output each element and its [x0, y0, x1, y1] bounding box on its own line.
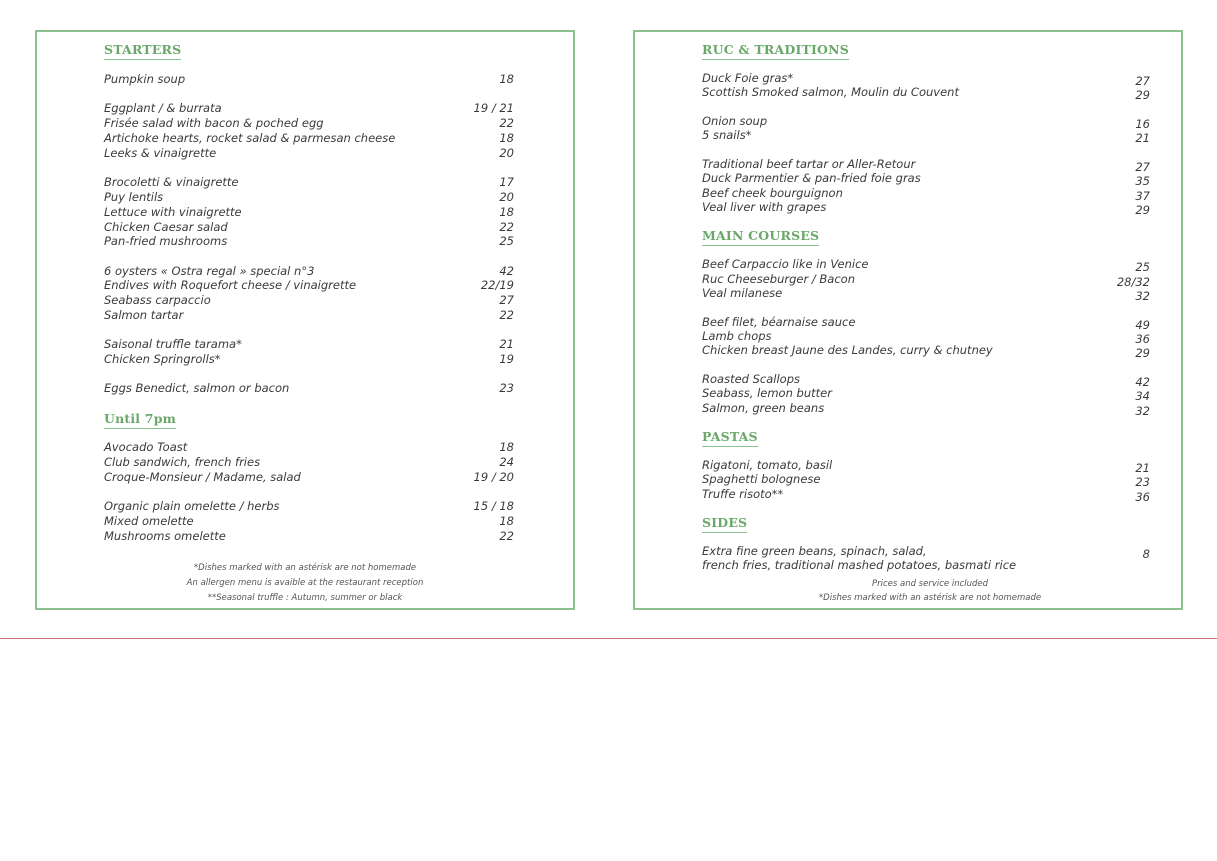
section-title-pastas: PASTAS: [702, 429, 758, 447]
menu-item: Duck Foie gras* 27: [702, 71, 1150, 88]
menu-item: Mushrooms omelette 22: [104, 529, 514, 543]
menu-item: Eggplant / & burrata 19 / 21: [104, 101, 514, 115]
menu-item: Salmon, green beans 32: [702, 401, 1150, 418]
menu-item: Pumpkin soup 18: [104, 72, 514, 86]
menu-item-continued: french fries, traditional mashed potatoes, basmati rice: [702, 558, 1017, 572]
section-title-ruc-traditions: RUC & TRADITIONS: [702, 42, 849, 60]
menu-item: Lettuce with vinaigrette 18: [104, 205, 514, 219]
menu-item: Ruc Cheeseburger / Bacon 28/32: [702, 272, 1150, 289]
menu-item: Onion soup 16: [702, 114, 1150, 131]
menu-page-right: [633, 30, 1183, 610]
menu-item: Beef Carpaccio like in Venice 25: [702, 257, 1150, 274]
menu-item: Brocoletti & vinaigrette 17: [104, 175, 514, 189]
menu-item: Beef cheek bourguignon 37: [702, 186, 1150, 203]
menu-item: Spaghetti bolognese 23: [702, 472, 1150, 489]
menu-item: Seabass carpaccio 27: [104, 293, 514, 307]
footnote-truffle: **Seasonal truffle : Autumn, summer or black: [207, 593, 403, 603]
menu-item: Truffe risoto** 36: [702, 487, 1150, 504]
menu-item: Endives with Roquefort cheese / vinaigrette 22/19: [104, 278, 514, 292]
section-title-starters: STARTERS: [104, 42, 181, 60]
menu-item: Chicken Springrolls* 19: [104, 352, 514, 366]
menu-item: 5 snails* 21: [702, 128, 1150, 145]
menu-item: Club sandwich, french fries 24: [104, 455, 514, 469]
menu-item: Chicken breast Jaune des Landes, curry & chutney 29: [702, 343, 1150, 360]
menu-item: Leeks & vinaigrette 20: [104, 146, 514, 160]
page-divider-line: [0, 638, 1217, 639]
menu-item: Duck Parmentier & pan-fried foie gras 35: [702, 171, 1150, 188]
menu-item: Seabass, lemon butter 34: [702, 386, 1150, 403]
menu-item: Lamb chops 36: [702, 329, 1150, 346]
section-title-sides: SIDES: [702, 515, 747, 533]
menu-item: Mixed omelette 18: [104, 514, 514, 528]
menu-item: Roasted Scallops 42: [702, 372, 1150, 389]
menu-item: Pan-fried mushrooms 25: [104, 234, 514, 248]
menu-item: Beef filet, béarnaise sauce 49: [702, 315, 1150, 332]
footnote-allergen: An allergen menu is avaible at the restaurant reception: [186, 578, 424, 588]
menu-page-left: [35, 30, 575, 610]
menu-item: Scottish Smoked salmon, Moulin du Couvent 29: [702, 85, 1150, 102]
menu-item: 6 oysters « Ostra regal » special n°3 42: [104, 264, 514, 278]
menu-item: Rigatoni, tomato, basil 21: [702, 458, 1150, 475]
footnote-homemade: *Dishes marked with an astérisk are not homemade: [818, 593, 1042, 603]
menu-item: Frisée salad with bacon & poched egg 22: [104, 116, 514, 130]
menu-item: Artichoke hearts, rocket salad & parmesan cheese 18: [104, 131, 514, 145]
menu-item: Veal liver with grapes 29: [702, 200, 1150, 217]
menu-item: Chicken Caesar salad 22: [104, 220, 514, 234]
menu-item: Salmon tartar 22: [104, 308, 514, 322]
menu-item: Saisonal truffle tarama* 21: [104, 337, 514, 351]
footnote-prices: Prices and service included: [871, 579, 989, 589]
menu-item: Traditional beef tartar or Aller-Retour 27: [702, 157, 1150, 174]
footnote-homemade: *Dishes marked with an astérisk are not homemade: [193, 563, 417, 573]
section-title-main-courses: MAIN COURSES: [702, 228, 819, 246]
menu-item: Avocado Toast 18: [104, 440, 514, 454]
menu-item: Veal milanese 32: [702, 286, 1150, 303]
section-title-until-7pm: Until 7pm: [104, 411, 176, 429]
menu-item: Eggs Benedict, salmon or bacon 23: [104, 381, 514, 395]
menu-item: Extra fine green beans, spinach, salad, 8: [702, 544, 1150, 561]
menu-item: Croque-Monsieur / Madame, salad 19 / 20: [104, 470, 514, 484]
menu-item: Organic plain omelette / herbs 15 / 18: [104, 499, 514, 513]
menu-item: Puy lentils 20: [104, 190, 514, 204]
